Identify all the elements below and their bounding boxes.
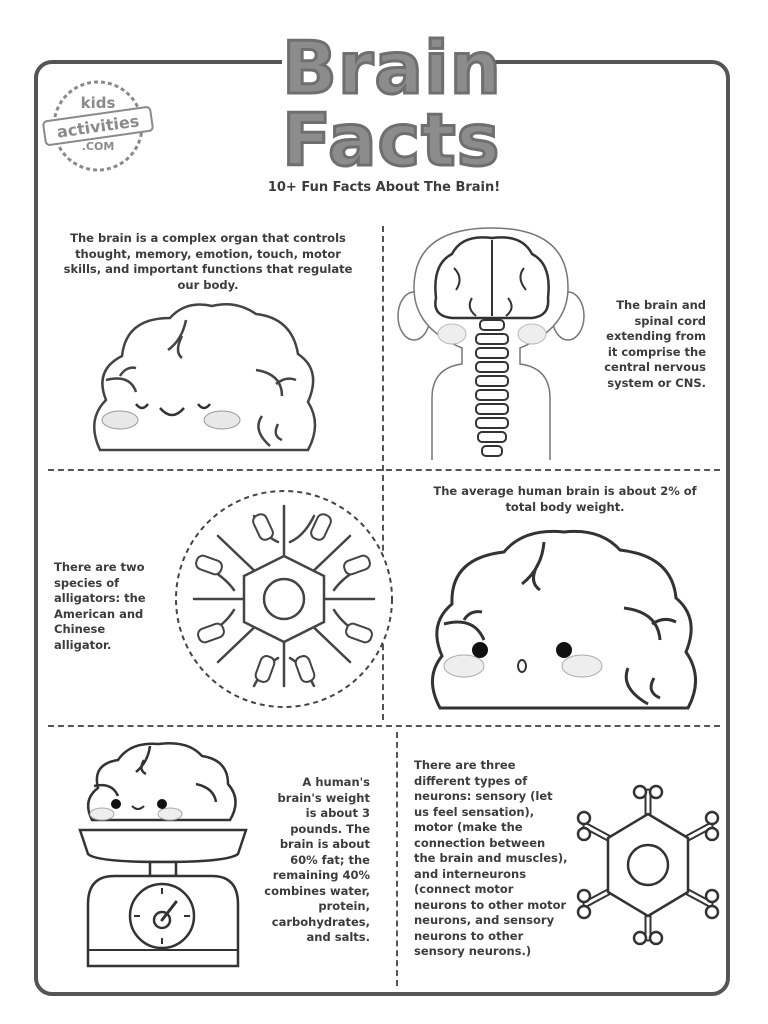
page-subtitle: 10+ Fun Facts About The Brain! (267, 180, 501, 195)
fact-brain-weight-pounds: A human's brain's weight is about 3 pounds. The brain is about 60% fat; the remaining 40% combines water, protein, carbohydrates, and salts. (264, 775, 370, 944)
divider-horizontal-1 (48, 469, 720, 471)
happy-brain-icon (86, 300, 322, 462)
title-facts: Facts (282, 98, 501, 182)
neuron-icon (578, 784, 718, 946)
title-brain: Brain (282, 26, 502, 110)
logo-com: .COM (81, 140, 115, 153)
divider-vertical-bottom (396, 732, 398, 986)
neuron-cell-icon (174, 486, 394, 712)
scale-icon (78, 740, 248, 988)
head-spine-icon (392, 228, 588, 460)
surprised-brain-icon (424, 528, 704, 712)
fact-brain-organ: The brain is a complex organ that controls thought, memory, emotion, touch, motor skills, and important functions that regulate our body. (63, 231, 353, 292)
logo-activities: activities (55, 111, 141, 142)
fact-brain-percent-weight: The average human brain is about 2% of total body weight. (433, 484, 697, 514)
divider-horizontal-2 (48, 725, 720, 727)
fact-alligators: There are two species of alligators: the American and Chinese alligator. (54, 560, 146, 652)
logo-kids: kids (80, 94, 116, 112)
fact-central-nervous-system: The brain and spinal cord extending from it comprise the central nervous system or CNS. (604, 298, 706, 390)
kids-activities-logo (46, 74, 150, 178)
page-title (282, 24, 502, 182)
fact-neuron-types: There are three different types of neurons: sensory (let us feel sensation), motor (make the connection between the brain and muscles), and interneurons (connect motor neurons to other motor neurons, and sensory neurons to other sensory neurons.) (414, 758, 568, 958)
